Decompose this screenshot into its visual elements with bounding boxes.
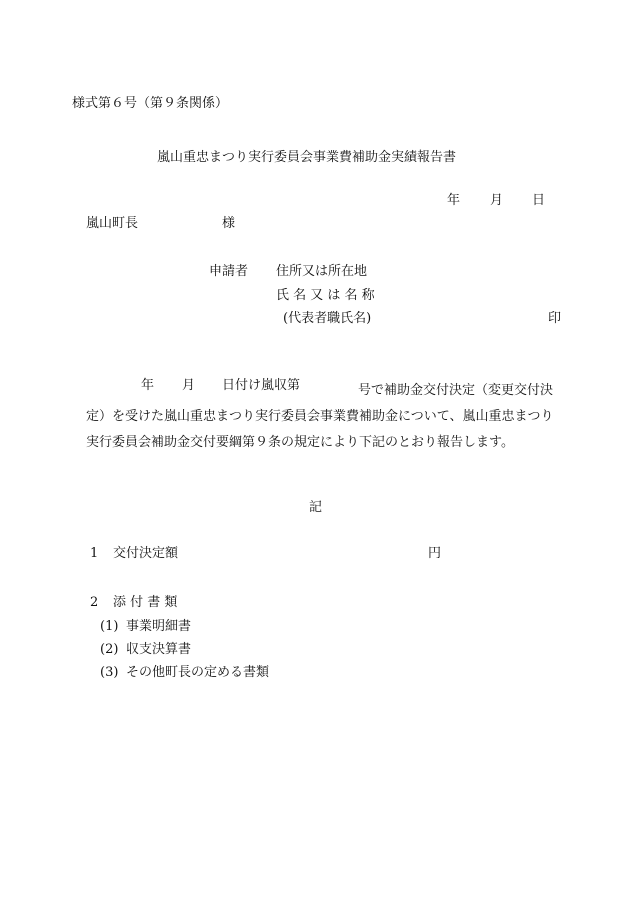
body-year-label: 年 (141, 378, 155, 393)
attachment-3-number: (3) (100, 665, 119, 680)
date-year-label: 年 (447, 193, 461, 208)
attachment-1-label: 事業明細書 (126, 619, 192, 634)
attachment-2-number: (2) (100, 642, 119, 657)
body-month-label: 月 (182, 378, 196, 393)
item-1-unit: 円 (428, 546, 442, 561)
body-dated-number-label: 日付け嵐収第 (222, 378, 301, 393)
representative-label: (代表者職氏名) (283, 311, 372, 326)
ki-heading: 記 (309, 500, 323, 515)
body-paragraph (86, 378, 554, 456)
body-text: 号で補助金交付決定（変更交付決定）を受けた嵐山重忠まつり実行委員会事業費補助金について、嵐山重忠まつり実行委員会補助金交付要綱第９条の規定により下記のとおり報告します。 (86, 383, 554, 450)
date-month-label: 月 (490, 193, 504, 208)
name-label: 氏 名 又 は 名 称 (276, 288, 375, 303)
attachment-3-label: その他町長の定める書類 (126, 665, 270, 680)
item-1-label: 交付決定額 (113, 546, 179, 561)
attachment-2-label: 収支決算書 (126, 642, 192, 657)
attachment-1-number: (1) (100, 619, 119, 634)
document-title: 嵐山重忠まつり実行委員会事業費補助金実績報告書 (157, 150, 457, 165)
item-1-number: 1 (90, 546, 99, 561)
form-number-label: 様式第６号（第９条関係） (72, 96, 229, 111)
date-day-label: 日 (532, 193, 546, 208)
seal-mark: 印 (548, 311, 562, 326)
addressee-name: 嵐山町長 (86, 216, 139, 231)
applicant-label: 申請者 (209, 264, 249, 279)
item-2-label: 添 付 書 類 (113, 595, 178, 610)
address-label: 住所又は所在地 (276, 264, 368, 279)
item-2-number: 2 (90, 595, 99, 610)
addressee-honorific: 様 (222, 216, 236, 231)
